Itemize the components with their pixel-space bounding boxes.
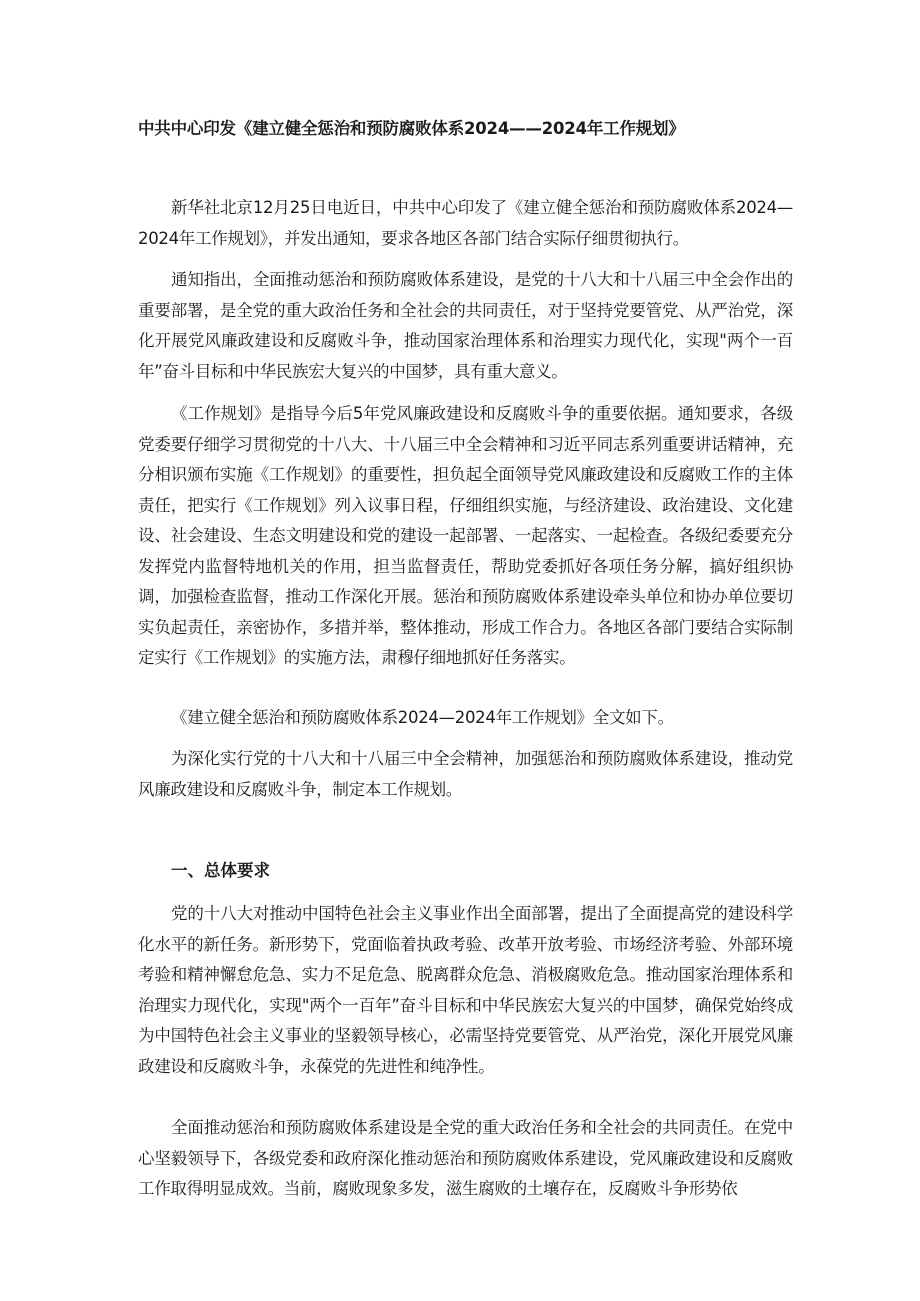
paragraph-responsibility: 全面推动惩治和预防腐败体系建设是全党的重大政治任务和全社会的共同责任。在党中心坚毅领导下，各级党委和政府深化推动惩治和预防腐败体系建设，党风廉政建设和反腐败工作取得明显成效。当前，腐败现象多发，滋生腐败的土壤存在，反腐败斗争形势依: [138, 1118, 793, 1198]
paragraph-preamble: 为深化实行党的十八大和十八届三中全会精神，加强惩治和预防腐败体系建设，推动党风廉政建设和反腐败斗争，制定本工作规划。: [138, 749, 793, 799]
paragraph-general-requirements: 党的十八大对推动中国特色社会主义事业作出全面部署，提出了全面提高党的建设科学化水平的新任务。新形势下，党面临着执政考验、改革开放考验、市场经济考验、外部环境考验和精神懈怠危急、实力不足危急、脱离群众危急、消极腐败危急。推动国家治理体系和治理实力现代化，实现"两个一百年”奋斗目标和中华民族宏大复兴的中国梦，确保党始终成为中国特色社会主义事业的坚毅领导核心，必需坚持党要管党、从严治党，深化开展党风廉政建设和反腐败斗争，永葆党的先进性和纯净性。: [138, 904, 793, 1076]
paragraph-work-plan-requirements: 《工作规划》是指导今后5年党风廉政建设和反腐败斗争的重要依据。通知要求，各级党委要仔细学习贯彻党的十八大、十八届三中全会精神和习近平同志系列重要讲话精神，充分相识颁布实施《工作规划》的重要性，担负起全面领导党风廉政建设和反腐败工作的主体责任，把实行《工作规划》列入议事日程，仔细组织实施，与经济建设、政治建设、文化建设、社会建设、生态文明建设和党的建设一起部署、一起落实、一起检查。各级纪委要充分发挥党内监督特地机关的作用，担当监督责任，帮助党委抓好各项任务分解，搞好组织协调，加强检查监督，推动工作深化开展。惩治和预防腐败体系建设牵头单位和协办单位要切实负起责任，亲密协作，多措并举，整体推动，形成工作合力。各地区各部门要结合实际制定实行《工作规划》的实施方法，肃穆仔细地抓好任务落实。: [138, 404, 793, 667]
paragraph-news-lead: 新华社北京12月25日电近日，中共中心印发了《建立健全惩治和预防腐败体系2024—2024年工作规划》，并发出通知，要求各地区各部门结合实际仔细贯彻执行。: [138, 198, 793, 248]
section-heading-general-requirements: 一、总体要求: [171, 861, 270, 880]
paragraph-notice-significance: 通知指出，全面推动惩治和预防腐败体系建设，是党的十八大和十八届三中全会作出的重要部署，是全党的重大政治任务和全社会的共同责任，对于坚持党要管党、从严治党，深化开展党风廉政建设和反腐败斗争，推动国家治理体系和治理实力现代化，实现"两个一百年”奋斗目标和中华民族宏大复兴的中国梦，具有重大意义。: [138, 270, 793, 381]
paragraph-full-text-intro: 《建立健全惩治和预防腐败体系2024—2024年工作规划》全文如下。: [171, 708, 674, 727]
document-title: 中共中心印发《建立健全惩治和预防腐败体系2024——2024年工作规划》: [138, 119, 685, 138]
